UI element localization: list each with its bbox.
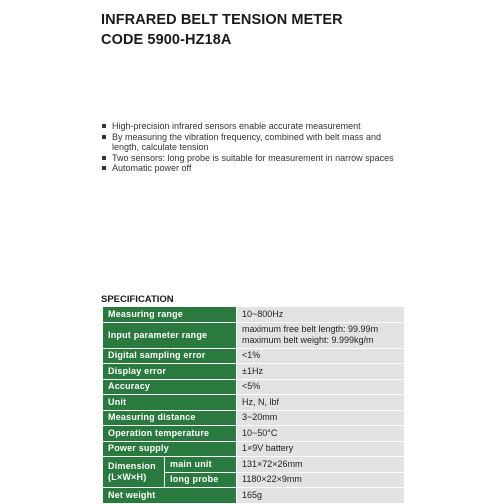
spec-value-line: maximum free belt length: 99.99m — [242, 324, 379, 334]
specification-heading: SPECIFICATION — [101, 294, 174, 305]
spec-label — [103, 457, 165, 488]
title-line-code: CODE 5900-HZ18A — [101, 32, 232, 48]
spec-label: Accuracy — [103, 379, 237, 395]
square-bullet-icon — [102, 135, 106, 139]
spec-label-line: (L×W×H) — [108, 472, 147, 482]
spec-value: 131×72×26mm — [237, 457, 405, 473]
feature-text: Automatic power off — [112, 163, 192, 173]
spec-value: 10~50°C — [237, 426, 405, 442]
spec-label-line: Dimension — [108, 461, 156, 471]
feature-text: High-precision infrared sensors enable accurate measurement — [112, 121, 361, 131]
spec-label: Display error — [103, 364, 237, 380]
spec-label: Unit — [103, 395, 237, 411]
spec-value — [237, 322, 405, 348]
feature-item — [100, 132, 400, 153]
table-row — [103, 457, 405, 473]
spec-value: <5% — [237, 379, 405, 395]
table-row — [103, 348, 405, 364]
table-row — [103, 395, 405, 411]
spec-label: Operation temperature — [103, 426, 237, 442]
feature-text: By measuring the vibration frequency, combined with belt mass and length, calculate tension — [112, 131, 381, 152]
spec-value-line: maximum belt weight: 9.999kg/m — [242, 335, 374, 345]
table-row — [103, 322, 405, 348]
table-row — [103, 364, 405, 380]
spec-label: Measuring range — [103, 307, 237, 323]
square-bullet-icon — [102, 124, 106, 128]
spec-label: Input parameter range — [103, 322, 237, 348]
specification-table — [102, 306, 405, 504]
feature-item — [100, 121, 400, 132]
product-title — [101, 10, 343, 50]
spec-value: Hz, N, lbf — [237, 395, 405, 411]
spec-value: 3~20mm — [237, 410, 405, 426]
spec-sublabel: main unit — [165, 457, 237, 473]
spec-value: 1180×22×9mm — [237, 472, 405, 488]
table-row — [103, 426, 405, 442]
spec-value: 1×9V battery — [237, 441, 405, 457]
spec-label: Digital sampling error — [103, 348, 237, 364]
table-row — [103, 441, 405, 457]
feature-list — [100, 121, 400, 174]
spec-value: 165g — [237, 488, 405, 504]
feature-item — [100, 153, 400, 164]
spec-sublabel: long probe — [165, 472, 237, 488]
table-row — [103, 379, 405, 395]
spec-label: Power supply — [103, 441, 237, 457]
feature-text: Two sensors: long probe is suitable for measurement in narrow spaces — [112, 152, 394, 163]
spec-value: ±1Hz — [237, 364, 405, 380]
table-row — [103, 488, 405, 504]
square-bullet-icon — [102, 166, 106, 170]
feature-item — [100, 163, 400, 174]
table-row — [103, 410, 405, 426]
spec-value: 10~800Hz — [237, 307, 405, 323]
title-line-product-name: INFRARED BELT TENSION METER — [101, 12, 343, 28]
square-bullet-icon — [102, 156, 106, 160]
spec-label: Measuring distance — [103, 410, 237, 426]
table-row — [103, 307, 405, 323]
spec-value: <1% — [237, 348, 405, 364]
spec-label: Net weight — [103, 488, 237, 504]
